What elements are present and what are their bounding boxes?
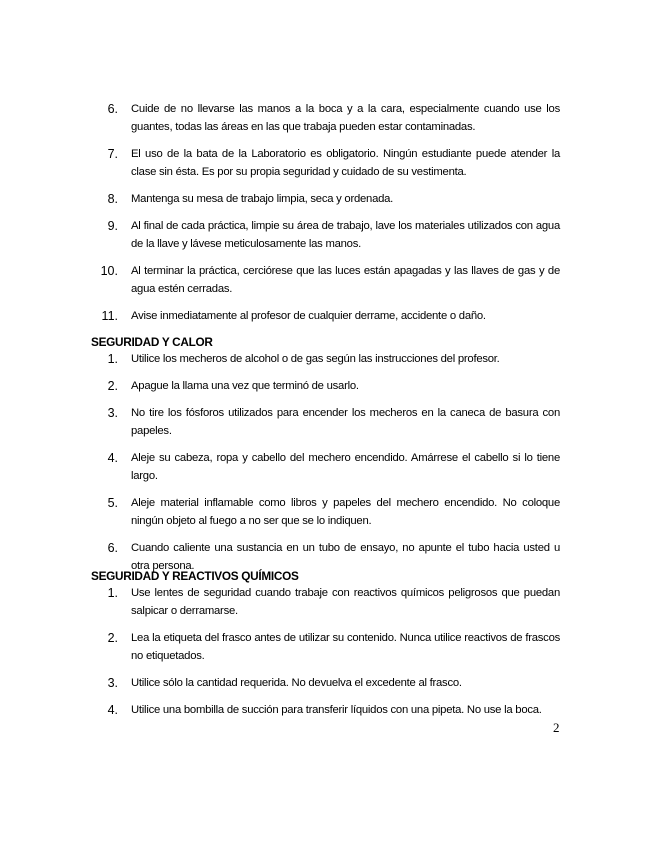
- list-item: [92, 701, 560, 719]
- list-item: [92, 145, 560, 181]
- item-number: 8.: [107, 192, 118, 206]
- item-number: 2.: [107, 379, 118, 393]
- list-item: [92, 190, 560, 208]
- list-item: [92, 629, 560, 665]
- item-number: 4.: [107, 703, 118, 717]
- item-number: 9.: [107, 219, 118, 233]
- item-number: 10.: [100, 264, 118, 278]
- item-text: Aleje material inflamable como libros y papeles del mechero encendido. No coloque ningún objeto al fuego a no ser que se lo indiquen.: [131, 497, 560, 527]
- page-number: 2: [553, 720, 560, 735]
- item-number: 2.: [107, 631, 118, 645]
- list-item: [92, 100, 560, 136]
- item-text: Mantenga su mesa de trabajo limpia, seca y ordenada.: [131, 193, 394, 205]
- item-text: Aleje su cabeza, ropa y cabello del mechero encendido. Amárrese el cabello si lo tiene largo.: [131, 452, 560, 482]
- item-text: Apague la llama una vez que terminó de usarlo.: [131, 380, 359, 392]
- list-item: [92, 404, 560, 440]
- item-text: Cuando caliente una sustancia en un tubo de ensayo, no apunte el tubo hacia usted u otra persona.: [131, 542, 560, 572]
- item-number: 4.: [107, 451, 118, 465]
- list-item: [92, 377, 560, 395]
- item-number: 11.: [101, 309, 118, 323]
- item-text: Cuide de no llevarse las manos a la boca y a la cara, especialmente cuando use los guantes, todas las áreas en las que trabaja pueden estar contaminadas.: [131, 103, 560, 133]
- item-text: Utilice los mecheros de alcohol o de gas según las instrucciones del profesor.: [131, 353, 500, 365]
- list-item: [92, 307, 560, 325]
- item-text: Lea la etiqueta del frasco antes de utilizar su contenido. Nunca utilice reactivos de frascos no etiquetados.: [131, 632, 560, 662]
- list-item: [92, 494, 560, 530]
- item-text: Avise inmediatamente al profesor de cualquier derrame, accidente o daño.: [131, 310, 486, 322]
- item-number: 6.: [107, 541, 118, 555]
- heat-safety-list: [92, 350, 560, 575]
- section-heading-heat: SEGURIDAD Y CALOR: [91, 335, 213, 349]
- list-item: [92, 584, 560, 620]
- safety-list-continued: [92, 100, 560, 325]
- section-heading-chemicals: SEGURIDAD Y REACTIVOS QUÍMICOS: [91, 569, 299, 583]
- item-number: 5.: [107, 496, 118, 510]
- item-number: 7.: [107, 147, 118, 161]
- item-text: El uso de la bata de la Laboratorio es obligatorio. Ningún estudiante puede atender la clase sin ésta. Es por su propia seguridad y cuidado de su vestimenta.: [131, 148, 560, 178]
- list-item: [92, 449, 560, 485]
- chemical-safety-list: [92, 584, 560, 719]
- item-number: 1.: [107, 586, 118, 600]
- list-item: [92, 217, 560, 253]
- list-item: [92, 674, 560, 692]
- list-item: [92, 262, 560, 298]
- item-text: Utilice sólo la cantidad requerida. No devuelva el excedente al frasco.: [131, 677, 462, 689]
- list-item: [92, 350, 560, 368]
- item-text: Al terminar la práctica, cerciórese que las luces están apagadas y las llaves de gas y de agua estén cerradas.: [131, 265, 560, 295]
- item-number: 3.: [107, 406, 118, 420]
- item-text: No tire los fósforos utilizados para encender los mecheros en la caneca de basura con papeles.: [131, 407, 560, 437]
- item-text: Use lentes de seguridad cuando trabaje con reactivos químicos peligrosos que puedan salpicar o derramarse.: [131, 587, 560, 617]
- item-text: Utilice una bombilla de succión para transferir líquidos con una pipeta. No use la boca.: [131, 704, 542, 716]
- item-number: 6.: [107, 102, 118, 116]
- item-number: 3.: [107, 676, 118, 690]
- item-number: 1.: [107, 352, 118, 366]
- item-text: Al final de cada práctica, limpie su área de trabajo, lave los materiales utilizados con agua de la llave y lávese meticulosamente las manos.: [131, 220, 560, 250]
